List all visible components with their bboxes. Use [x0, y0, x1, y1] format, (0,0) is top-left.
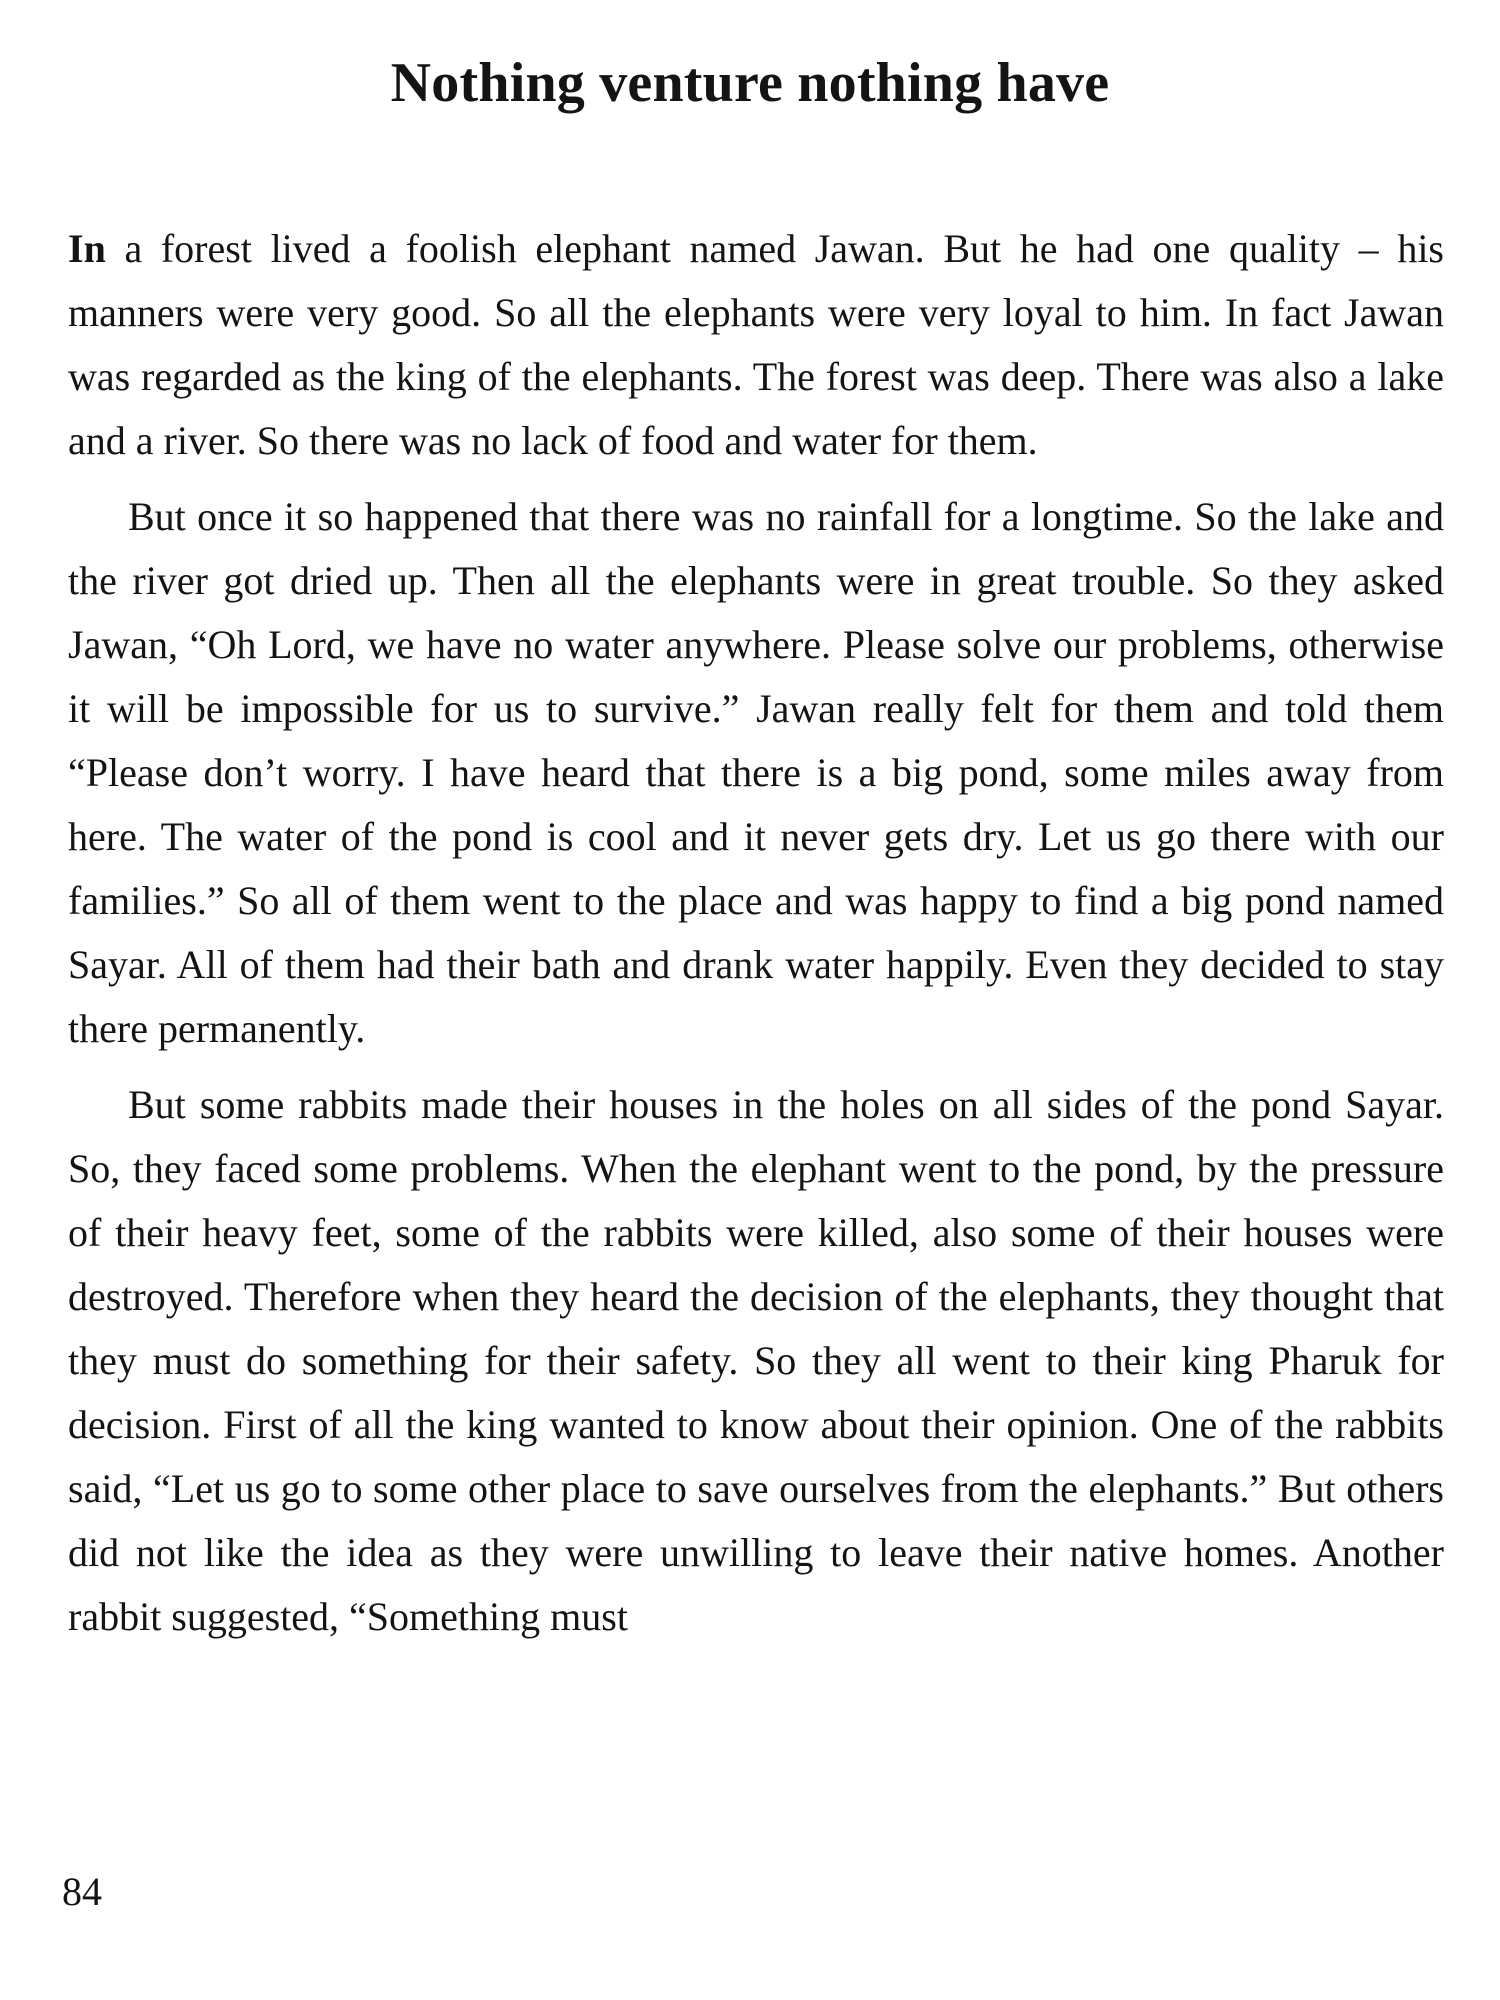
page-number: 84	[62, 1869, 102, 1914]
story-body	[68, 217, 1444, 1649]
story-title: Nothing venture nothing have	[390, 52, 1110, 114]
paragraph-1-text: a forest lived a foolish elephant named Jawan. But he had one quality – his manners were very good. So all the elephants were very loyal to him. In fact Jawan was regarded as the king of the elephants. The forest was deep. There was also a lake and a river. So there was no lack of food and water for them.	[68, 226, 1444, 463]
paragraph-2: But once it so happened that there was no rainfall for a longtime. So the lake and the river got dried up. Then all the elephants were in great trouble. So they asked Jawan, “Oh Lord, we have no water anywhere. Please solve our problems, otherwise it will be impossible for us to survive.” Jawan really felt for them and told them “Please don’t worry. I have heard that there is a big pond, some miles away from here. The water of the pond is cool and it never gets dry. Let us go there with our families.” So all of them went to the place and was happy to find a big pond named Sayar. All of them had their bath and drank water happily. Even they decided to stay there permanently.	[68, 494, 1444, 1051]
paragraph-3: But some rabbits made their houses in the holes on all sides of the pond Sayar. So, they faced some problems. When the elephant went to the pond, by the pressure of their heavy feet, some of the rabbits were killed, also some of their houses were destroyed. Therefore when they heard the decision of the elephants, they thought that they must do something for their safety. So they all went to their king Pharuk for decision. First of all the king wanted to know about their opinion. One of the rabbits said, “Let us go to some other place to save ourselves from the elephants.” But others did not like the idea as they were unwilling to leave their native homes. Another rabbit suggested, “Something must	[68, 1082, 1444, 1639]
paragraph-lead-word: In	[68, 226, 106, 271]
paragraph-1	[68, 217, 1444, 473]
